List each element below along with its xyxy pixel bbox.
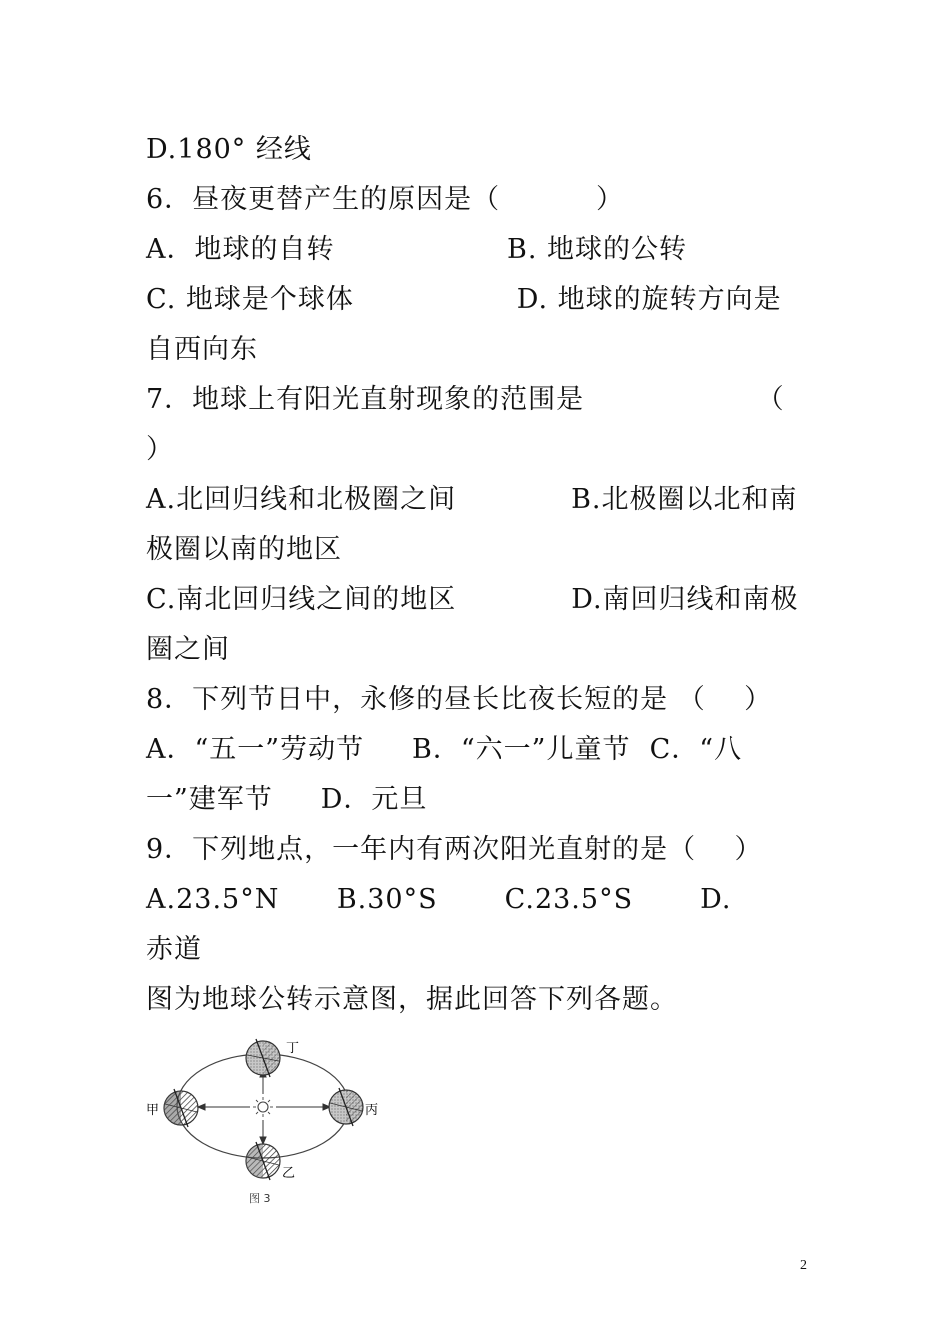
figure-intro: 图为地球公转示意图，据此回答下列各题。 (146, 984, 678, 1015)
answer-option-d-q5: D.180° 经线 (146, 134, 312, 165)
label-ding: 丁 (286, 1041, 300, 1056)
question-9-options-cont: 赤道 (146, 934, 202, 965)
earth-left (164, 1089, 198, 1127)
question-7-options-cd: C.南北回归线之间的地区 D.南回归线和南极 (146, 584, 799, 615)
label-bing: 丙 (365, 1103, 379, 1118)
question-8: 8．下列节日中，永修的昼长比夜长短的是 （ ） (146, 684, 773, 715)
earth-bottom (246, 1142, 280, 1180)
question-7-options-ab: A.北回归线和北极圈之间 B.北极圈以北和南 (146, 484, 798, 515)
question-8-options: A．“五一”劳动节 B．“六一”儿童节 C．“八 (146, 734, 743, 765)
question-6-options-cd: C. 地球是个球体 D. 地球的旋转方向是 (146, 284, 782, 315)
question-9-options: A.23.5°N B.30°S C.23.5°S D. (146, 884, 732, 915)
earth-revolution-diagram (142, 1030, 382, 1210)
label-yi: 乙 (282, 1166, 296, 1181)
question-7-options-cd-cont: 圈之间 (146, 634, 230, 665)
sunlight-arrows (198, 1070, 330, 1144)
figure-caption: 图 3 (249, 1192, 271, 1205)
earth-right (329, 1088, 363, 1126)
question-7-cont: ） (146, 434, 174, 465)
sun-icon (253, 1097, 273, 1117)
page-number: 2 (800, 1258, 807, 1273)
question-7: 7．地球上有阳光直射现象的范围是 （ (146, 384, 785, 415)
earth-top (246, 1039, 280, 1077)
question-6-options-ab: A．地球的自转 B. 地球的公转 (146, 234, 687, 265)
label-jia: 甲 (146, 1103, 160, 1118)
question-6: 6．昼夜更替产生的原因是（ ） (146, 184, 625, 215)
question-6-options-cd-cont: 自西向东 (146, 334, 258, 365)
question-8-options-cont: 一”建军节 D．元旦 (146, 784, 428, 815)
question-9: 9．下列地点，一年内有两次阳光直射的是（ ） (146, 834, 763, 865)
question-7-options-ab-cont: 极圈以南的地区 (146, 534, 342, 565)
